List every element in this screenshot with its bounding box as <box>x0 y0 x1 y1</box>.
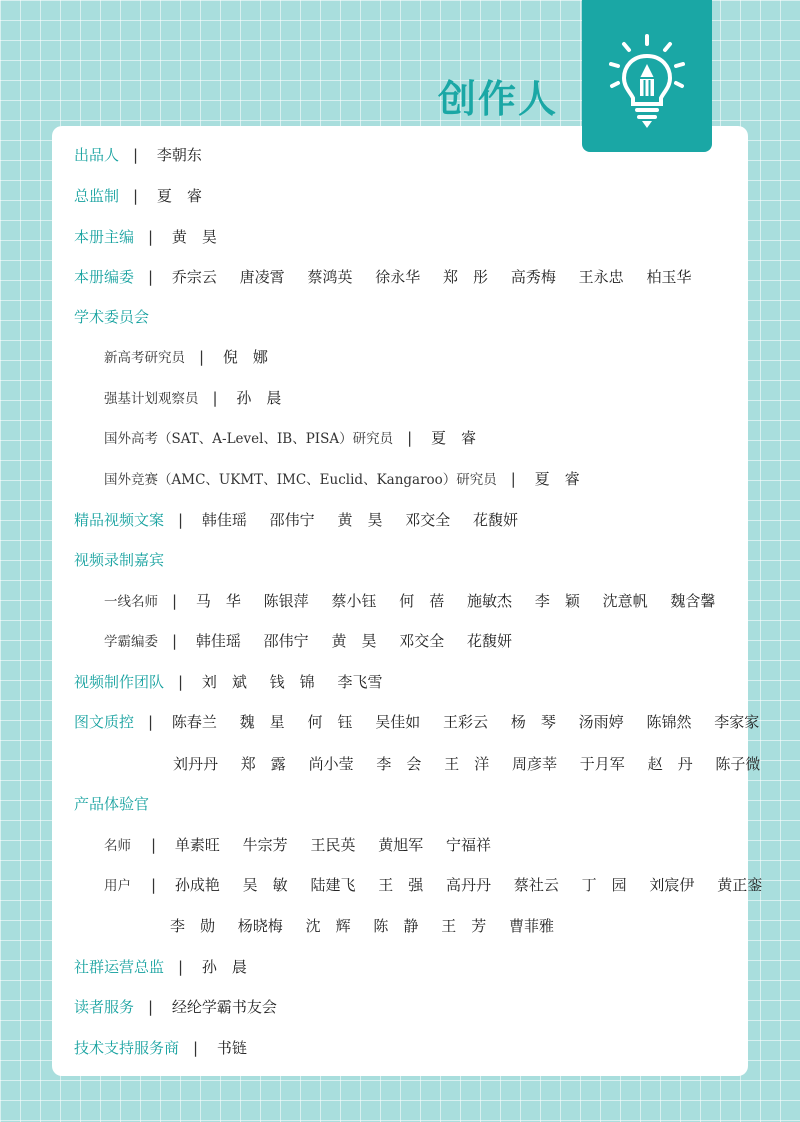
name: 蔡鸿英 <box>307 268 353 286</box>
name: 马 华 <box>195 592 241 610</box>
name: 何 蓓 <box>399 592 445 610</box>
name: 李 勋 <box>170 917 216 935</box>
role-label: 国外竞赛（AMC、UKMT、IMC、Euclid、Kangaroo）研究员 <box>104 472 497 488</box>
name: 施敏杰 <box>467 592 513 610</box>
name: 黄正銮 <box>717 876 763 894</box>
name: 王 强 <box>378 876 424 894</box>
name: 刘丹丹 <box>173 755 219 773</box>
role-label: 名师 <box>104 838 131 854</box>
name: 陈春兰 <box>171 713 217 731</box>
name: 孙成艳 <box>174 876 220 894</box>
name: 陆建飞 <box>310 876 356 894</box>
name: 王彩云 <box>443 713 489 731</box>
name: 孙 晨 <box>201 958 247 976</box>
name: 花馥妍 <box>467 632 513 650</box>
name: 孙 晨 <box>236 389 282 407</box>
title-badge <box>582 0 712 152</box>
section-label: 读者服务 <box>74 998 135 1016</box>
name: 单素旺 <box>174 836 220 854</box>
name: 蔡小钰 <box>331 592 377 610</box>
name: 钱 锦 <box>269 673 315 691</box>
name: 魏 星 <box>239 713 285 731</box>
name: 魏含馨 <box>670 592 716 610</box>
qc-continuation-row <box>173 752 778 776</box>
role-label: 一线名师 <box>104 594 158 610</box>
credit-row-committee: 本册编委 | 乔宗云 唐凌霄 蔡鸿英 徐永华 郑 彤 高秀梅 王永忠 柏玉华 <box>74 265 709 289</box>
name: 杨晓梅 <box>237 917 283 935</box>
experience-teachers-row: 名师 | 单素旺 牛宗芳 王民英 黄旭军 宁福祥 <box>104 833 509 857</box>
credit-row-qc: 图文质控 | 陈春兰 魏 星 何 钰 吴佳如 王彩云 杨 琴 汤雨婷 陈锦然 李家家 <box>74 710 777 734</box>
name: 李 颖 <box>534 592 580 610</box>
name: 乔宗云 <box>171 268 217 286</box>
credit-row-video-team: 视频制作团队 | 刘 斌 钱 锦 李飞雪 <box>74 670 400 694</box>
name: 王民英 <box>310 836 356 854</box>
name: 牛宗芳 <box>242 836 288 854</box>
section-label: 学术委员会 <box>74 308 150 326</box>
name: 陈锦然 <box>646 713 692 731</box>
experience-users-continuation <box>170 914 572 938</box>
name: 刘宸伊 <box>649 876 695 894</box>
name: 李朝东 <box>156 146 202 164</box>
lightbulb-pencil-icon <box>606 34 688 130</box>
name: 陈 静 <box>373 917 419 935</box>
name: 黄 昊 <box>171 228 217 246</box>
academic-subrow: 新高考研究员 | 倪 娜 <box>104 345 286 369</box>
name: 吴佳如 <box>375 713 421 731</box>
name: 书链 <box>216 1039 247 1057</box>
academic-subrow: 国外竞赛（AMC、UKMT、IMC、Euclid、Kangaroo）研究员 | 夏 睿 <box>104 467 598 491</box>
name: 杨 琴 <box>510 713 556 731</box>
name: 花馥妍 <box>473 511 519 529</box>
name: 李 会 <box>376 755 422 773</box>
name: 何 钰 <box>307 713 353 731</box>
name: 李家家 <box>714 713 760 731</box>
page-title: 创作人 <box>438 77 559 121</box>
section-label: 出品人 <box>74 146 120 164</box>
name: 邵伟宁 <box>263 632 309 650</box>
section-label: 视频录制嘉宾 <box>74 551 165 569</box>
name: 邓交全 <box>405 511 451 529</box>
role-label: 学霸编委 <box>104 634 158 650</box>
name: 丁 园 <box>581 876 627 894</box>
name: 王永忠 <box>578 268 624 286</box>
name: 王 洋 <box>444 755 490 773</box>
name: 唐凌霄 <box>239 268 285 286</box>
name: 沈意帆 <box>602 592 648 610</box>
name: 宁福祥 <box>446 836 492 854</box>
name: 于月军 <box>579 755 625 773</box>
name: 郑 露 <box>240 755 286 773</box>
academic-subrow: 国外高考（SAT、A-Level、IB、PISA）研究员 | 夏 睿 <box>104 426 494 450</box>
section-label: 精品视频文案 <box>74 511 165 529</box>
name: 李飞雪 <box>337 673 383 691</box>
credit-row-experience <box>74 792 149 816</box>
name: 王 芳 <box>441 917 487 935</box>
name: 邵伟宁 <box>269 511 315 529</box>
name: 夏 睿 <box>534 470 580 488</box>
credit-row-chief: 总监制 | 夏 睿 <box>74 184 220 208</box>
section-label: 总监制 <box>74 187 120 205</box>
name: 赵 丹 <box>647 755 693 773</box>
name: 陈银萍 <box>263 592 309 610</box>
credit-row-editor: 本册主编 | 黄 昊 <box>74 225 235 249</box>
guests-subrow: 学霸编委 | 韩佳瑶 邵伟宁 黄 昊 邓交全 花馥妍 <box>104 629 530 653</box>
name: 蔡社云 <box>513 876 559 894</box>
name: 柏玉华 <box>646 268 692 286</box>
role-label: 用户 <box>104 878 131 894</box>
name: 郑 彤 <box>443 268 489 286</box>
section-label: 产品体验官 <box>74 795 150 813</box>
section-label: 本册编委 <box>74 268 135 286</box>
guests-subrow: 一线名师 | 马 华 陈银萍 蔡小钰 何 蓓 施敏杰 李 颖 沈意帆 魏含馨 <box>104 589 733 613</box>
credit-row-video-copy: 精品视频文案 | 韩佳瑶 邵伟宁 黄 昊 邓交全 花馥妍 <box>74 508 536 532</box>
role-label: 国外高考（SAT、A-Level、IB、PISA）研究员 <box>104 431 394 447</box>
name: 曹菲雅 <box>508 917 554 935</box>
name: 汤雨婷 <box>578 713 624 731</box>
role-label: 新高考研究员 <box>104 350 185 366</box>
name: 尚小莹 <box>308 755 354 773</box>
section-label: 本册主编 <box>74 228 135 246</box>
credit-row-community: 社群运营总监 | 孙 晨 <box>74 955 265 979</box>
section-label: 视频制作团队 <box>74 673 165 691</box>
name: 黄 昊 <box>337 511 383 529</box>
credit-row-reader: 读者服务 | 经纶学霸书友会 <box>74 995 295 1019</box>
name: 韩佳瑶 <box>195 632 241 650</box>
name: 夏 睿 <box>430 429 476 447</box>
name: 夏 睿 <box>156 187 202 205</box>
credit-row-tech: 技术支持服务商 | 书链 <box>74 1036 265 1060</box>
name: 经纶学霸书友会 <box>171 998 277 1016</box>
name: 黄旭军 <box>378 836 424 854</box>
name: 韩佳瑶 <box>201 511 247 529</box>
name: 邓交全 <box>399 632 445 650</box>
name: 徐永华 <box>375 268 421 286</box>
credit-row-academic <box>74 305 149 329</box>
section-label: 社群运营总监 <box>74 958 165 976</box>
name: 高秀梅 <box>510 268 556 286</box>
experience-users-row: 用户 | 孙成艳 吴 敏 陆建飞 王 强 高丹丹 蔡社云 丁 园 刘宸伊 黄正銮 <box>104 873 780 897</box>
role-label: 强基计划观察员 <box>104 391 199 407</box>
name: 倪 娜 <box>222 348 268 366</box>
name: 吴 敏 <box>242 876 288 894</box>
name: 刘 斌 <box>201 673 247 691</box>
name: 周彦莘 <box>511 755 557 773</box>
name: 黄 昊 <box>331 632 377 650</box>
name: 陈子微 <box>715 755 761 773</box>
credit-row-guests <box>74 548 164 572</box>
section-label: 图文质控 <box>74 713 135 731</box>
name: 沈 辉 <box>305 917 351 935</box>
academic-subrow: 强基计划观察员 | 孙 晨 <box>104 386 299 410</box>
section-label: 技术支持服务商 <box>74 1039 180 1057</box>
name: 高丹丹 <box>446 876 492 894</box>
credit-row-publisher: 出品人 | 李朝东 <box>74 143 220 167</box>
